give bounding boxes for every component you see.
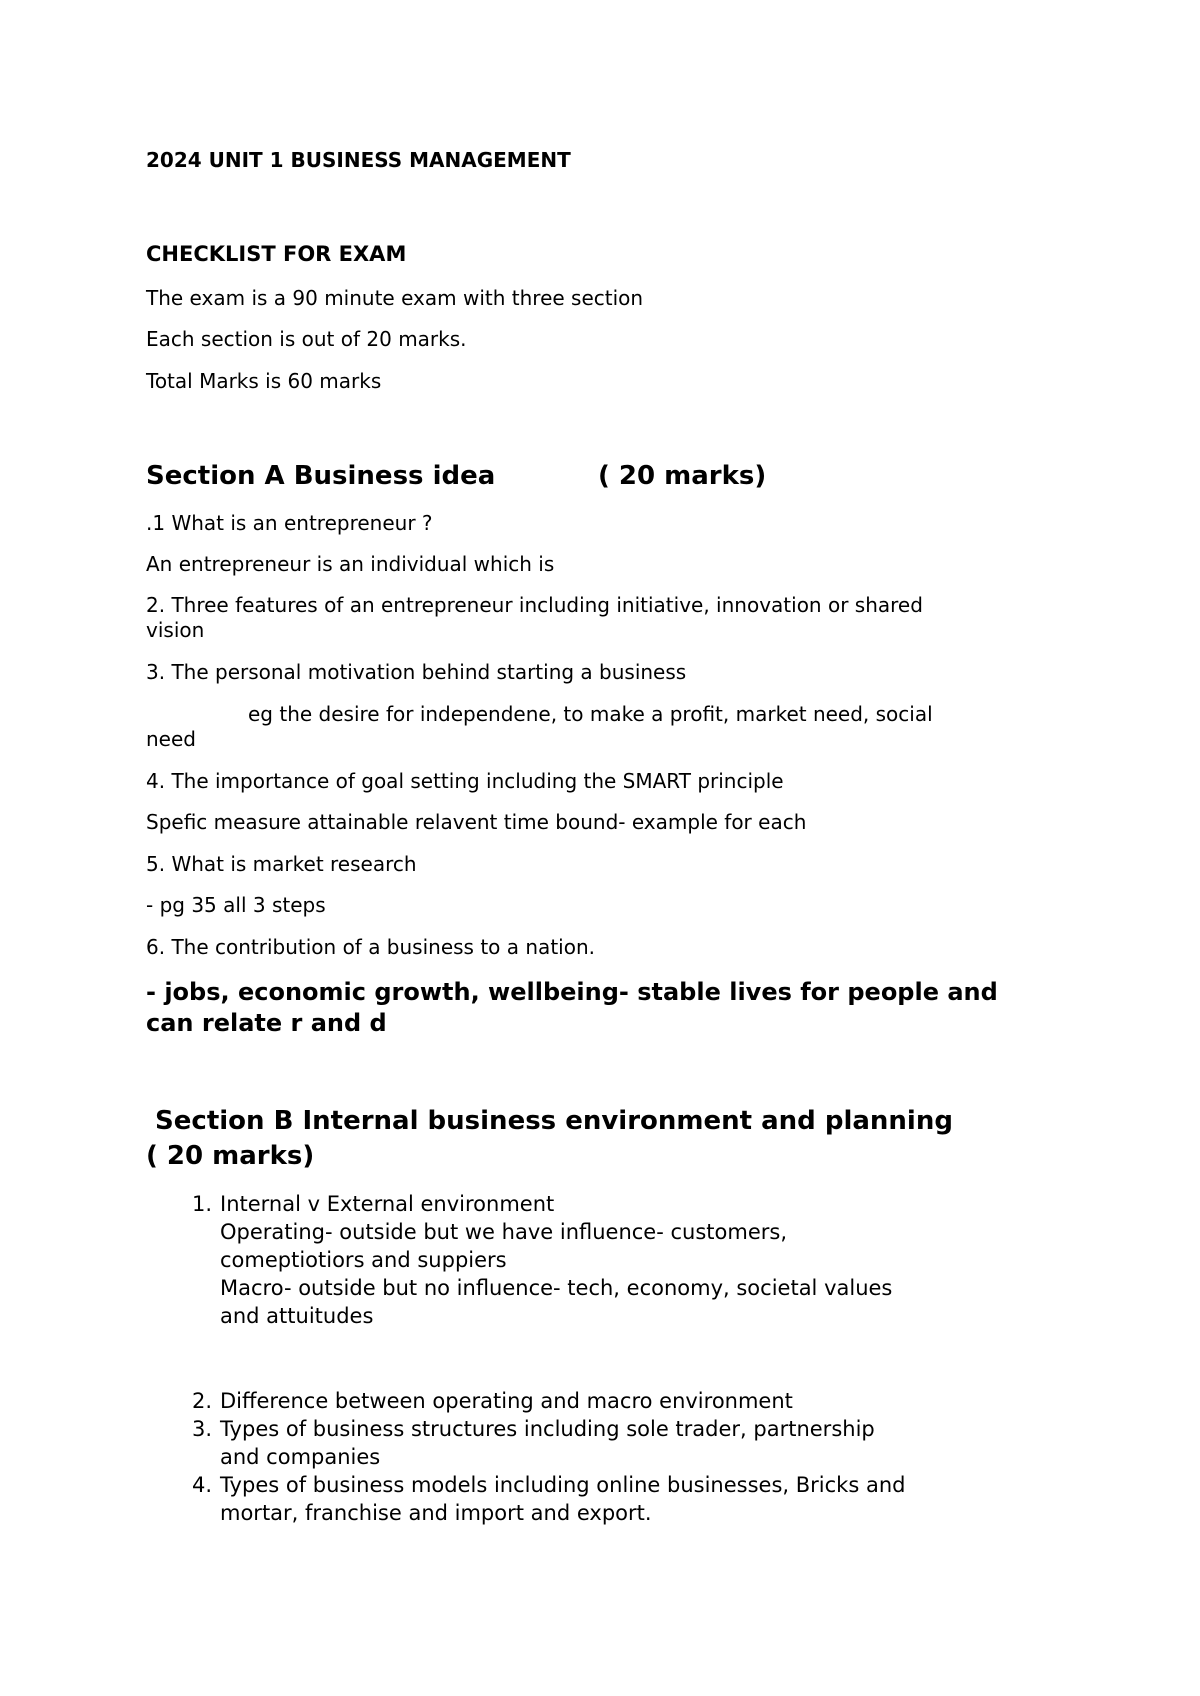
answer-6-line-1: - jobs, economic growth, wellbeing- stable lives for people and xyxy=(146,978,998,1006)
section-b-heading-line-2: ( 20 marks) xyxy=(146,1141,315,1171)
list-number: 4. xyxy=(191,1473,212,1497)
question-4: 4. The importance of goal setting including the SMART principle xyxy=(146,769,784,793)
intro-line: Total Marks is 60 marks xyxy=(146,369,382,393)
list-number: 3. xyxy=(191,1417,212,1441)
list-text-line: mortar, franchise and import and export. xyxy=(220,1501,652,1525)
question-2-line-2: vision xyxy=(146,618,205,642)
section-b-heading-line-1: Section B Internal business environment and planning xyxy=(146,1106,953,1136)
checklist-heading: CHECKLIST FOR EXAM xyxy=(146,242,407,266)
list-text-line: and attuitudes xyxy=(220,1304,374,1328)
section-a-marks: ( 20 marks) xyxy=(598,461,767,491)
answer-5: - pg 35 all 3 steps xyxy=(146,893,326,917)
list-text-line: Macro- outside but no influence- tech, economy, societal values xyxy=(220,1276,893,1300)
answer-3-line-1: eg the desire for independene, to make a profit, market need, social xyxy=(248,702,933,726)
question-3: 3. The personal motivation behind starting a business xyxy=(146,660,687,684)
list-text-line: Types of business structures including sole trader, partnership xyxy=(220,1417,875,1441)
list-text-line: Operating- outside but we have influence- customers, xyxy=(220,1220,787,1244)
intro-line: The exam is a 90 minute exam with three section xyxy=(146,286,644,310)
document-title: 2024 UNIT 1 BUSINESS MANAGEMENT xyxy=(146,148,571,172)
question-6: 6. The contribution of a business to a nation. xyxy=(146,935,595,959)
list-number: 2. xyxy=(191,1389,212,1413)
answer-4: Spefic measure attainable relavent time bound- example for each xyxy=(146,810,807,834)
section-a-heading: Section A Business idea xyxy=(146,461,496,491)
question-1: .1 What is an entrepreneur ? xyxy=(146,511,433,535)
list-text-line: Difference between operating and macro environment xyxy=(220,1389,793,1413)
list-number: 1. xyxy=(191,1192,212,1216)
answer-6-line-2: can relate r and d xyxy=(146,1009,387,1037)
question-5: 5. What is market research xyxy=(146,852,417,876)
answer-1: An entrepreneur is an individual which is xyxy=(146,552,555,576)
question-2-line-1: 2. Three features of an entrepreneur including initiative, innovation or shared xyxy=(146,593,923,617)
answer-3-line-2: need xyxy=(146,727,196,751)
list-text-line: Types of business models including online businesses, Bricks and xyxy=(220,1473,906,1497)
list-text-line: comeptiotiors and suppiers xyxy=(220,1248,507,1272)
list-text-line: Internal v External environment xyxy=(220,1192,555,1216)
list-text-line: and companies xyxy=(220,1445,381,1469)
intro-line: Each section is out of 20 marks. xyxy=(146,327,467,351)
section-b-list xyxy=(146,1190,1066,1530)
